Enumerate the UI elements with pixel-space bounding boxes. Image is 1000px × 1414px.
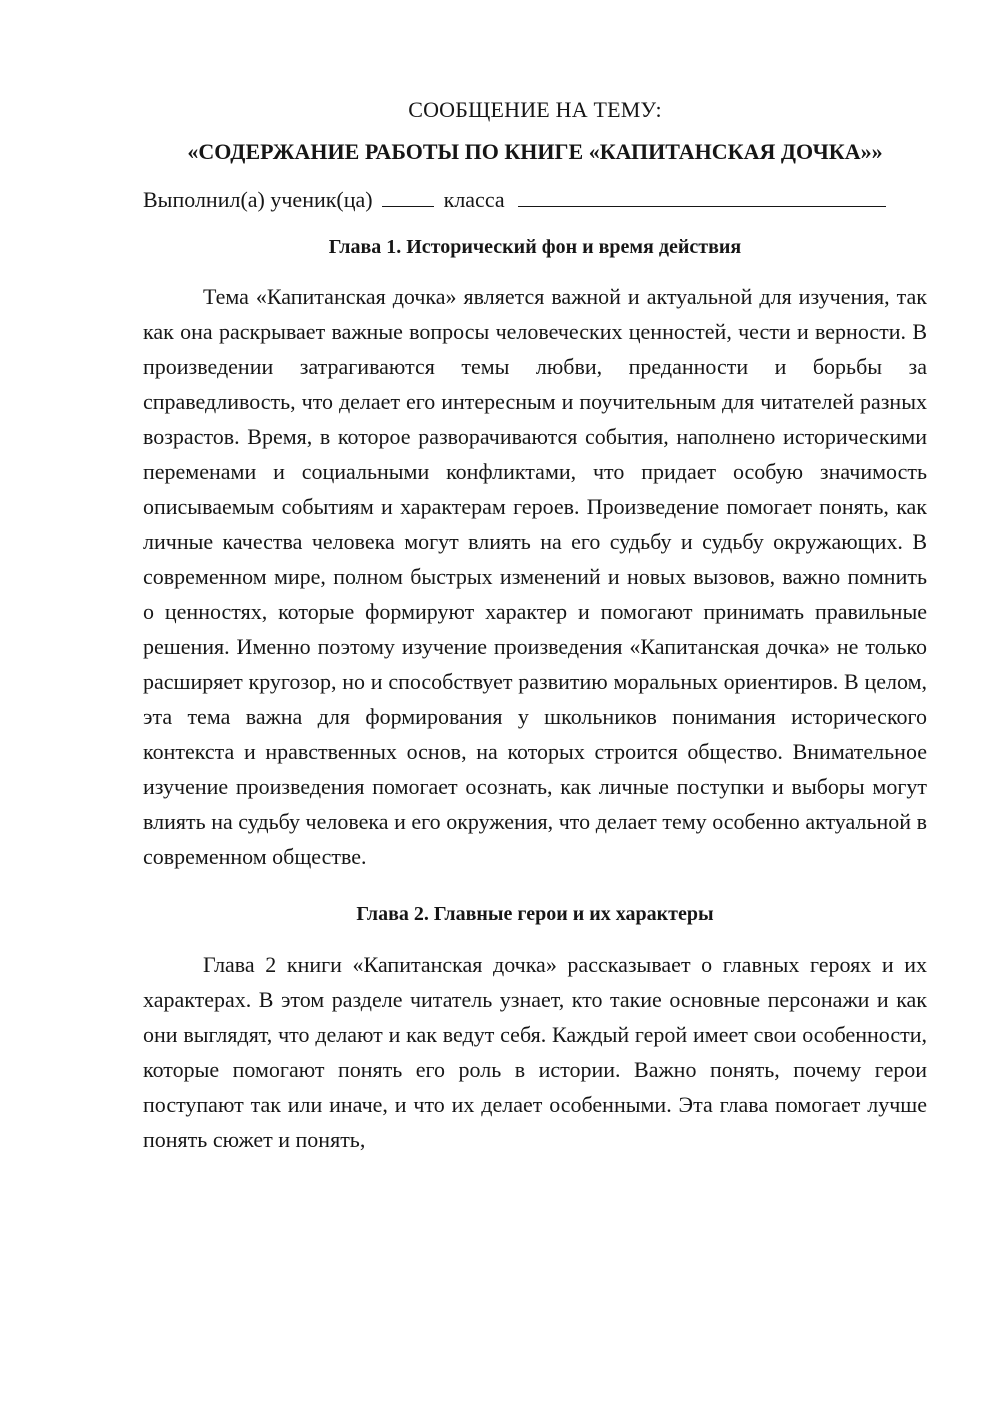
document-content — [143, 96, 927, 1157]
report-heading: СООБЩЕНИЕ НА ТЕМУ: — [408, 97, 662, 122]
class-label: класса — [443, 187, 505, 212]
author-label: Выполнил(а) ученик(ца) — [143, 187, 373, 212]
author-line — [143, 186, 927, 214]
class-blank-field — [518, 188, 886, 207]
report-title: «СОДЕРЖАНИЕ РАБОТЫ ПО КНИГЕ «КАПИТАНСКАЯ ДОЧКА»» — [187, 139, 883, 164]
chapter-2-paragraph: Глава 2 книги «Капитанская дочка» рассказывает о главных героях и их характерах. В этом разделе читатель узнает, кто такие основные персонажи и как они выглядят, что делают и как ведут себя. Каждый герой имеет свои особенности, которые помогают понять его роль в истории. Важно понять, почему герои поступают так или иначе, и что их делает особенными. Эта глава помогает лучше понять сюжет и понять, — [143, 952, 927, 1152]
chapter-1-title: Глава 1. Исторический фон и время действия — [328, 236, 742, 258]
chapter-1-paragraph: Тема «Капитанская дочка» является важной и актуальной для изучения, так как она раскрывает важные вопросы человеческих ценностей, чести и верности. В произведении затрагиваются темы любви, преданности и борьбы за справедливость, что делает его интересным и поучительным для читателей разных возрастов. Время, в которое разворачиваются события, наполнено историческими переменами и социальными конфликтами, что придает особую значимость описываемым событиям и характерам героев. Произведение помогает понять, как личные качества человека могут влиять на его судьбу и судьбу окружающих. В современном мире, полном быстрых изменений и новых вызовов, важно помнить о ценностях, которые формируют характер и помогают принимать правильные решения. Именно поэтому изучение произведения «Капитанская дочка» не только расширяет кругозор, но и способствует развитию моральных ориентиров. В целом, эта тема важна для формирования у школьников понимания исторического контекста и нравственных основ, на которых строится общество. Внимательное изучение произведения помогает осознать, как личные поступки и выборы могут влиять на судьбу человека и его окружения, что делает тему особенно актуальной в современном обществе. — [143, 284, 927, 869]
chapter-2-title: Глава 2. Главные герои и их характеры — [356, 903, 714, 925]
grade-blank-field — [382, 188, 434, 207]
